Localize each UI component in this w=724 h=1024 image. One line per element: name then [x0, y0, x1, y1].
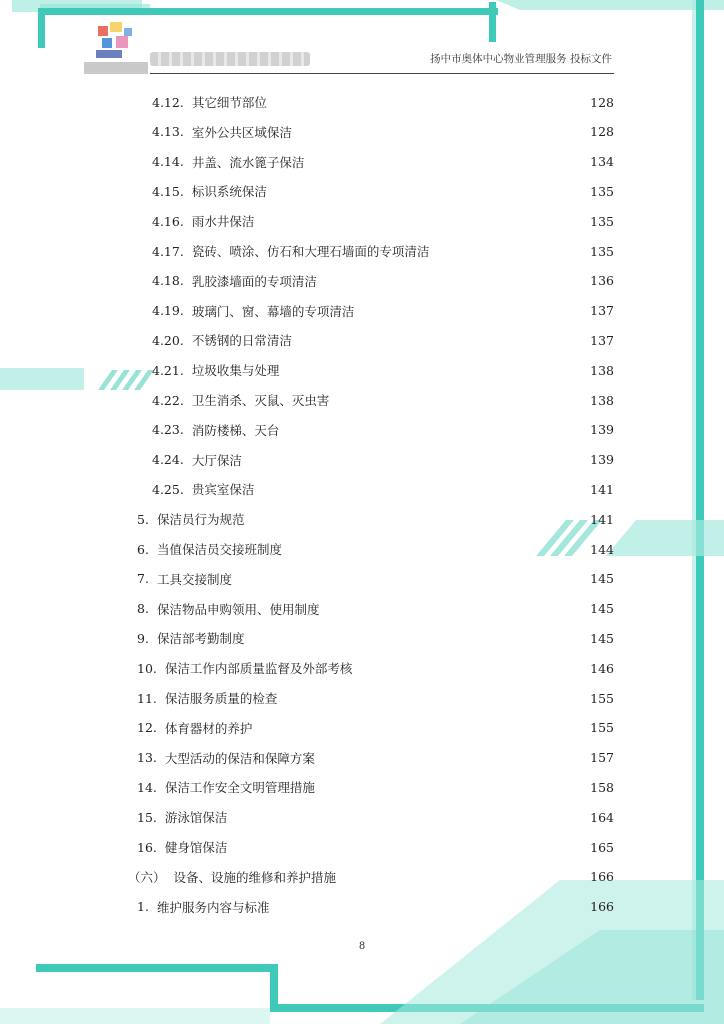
toc-entry-title: 瓷砖、喷涂、仿石和大理石墙面的专项清洁: [191, 244, 430, 259]
toc-entry-page: 139: [590, 422, 614, 438]
toc-leader-dots: [269, 186, 588, 196]
toc-leader-dots: [229, 842, 588, 852]
toc-entry-number: 13.: [137, 750, 157, 766]
toc-entry-page: 136: [590, 273, 614, 289]
toc-entry-title: 设备、设施的维修和养护措施: [173, 869, 337, 885]
toc-entry-title: 标识系统保洁: [191, 184, 267, 200]
toc-entry-page: 157: [590, 750, 614, 766]
toc-leader-dots: [284, 544, 588, 554]
toc-entry-title: 保洁服务质量的检查: [164, 691, 278, 706]
toc-entry[interactable]: [152, 478, 614, 500]
toc-leader-dots: [246, 514, 588, 524]
toc-entry[interactable]: [137, 717, 614, 739]
toc-entry[interactable]: [137, 568, 614, 590]
toc-entry-title: 保洁员行为规范: [156, 512, 245, 528]
toc-entry[interactable]: [137, 747, 614, 769]
toc-entry-number: 4.18.: [152, 273, 184, 289]
toc-entry-page: 128: [590, 124, 614, 140]
toc-leader-dots: [254, 723, 588, 733]
toc-entry-number: 15.: [137, 809, 157, 825]
company-name-blurred: [150, 52, 310, 66]
toc-entry-page: 141: [590, 481, 614, 497]
toc-entry-number: 4.15.: [152, 183, 184, 199]
toc-entry-number: 4.14.: [152, 154, 184, 170]
toc-leader-dots: [246, 633, 588, 643]
toc-entry[interactable]: [152, 240, 614, 262]
toc-leader-dots: [319, 276, 588, 286]
toc-entry[interactable]: [152, 300, 614, 322]
toc-entry-page: 146: [590, 660, 614, 676]
toc-entry-title: 消防楼梯、天台: [191, 422, 280, 438]
toc-entry-title: 当值保洁员交接班制度: [156, 542, 282, 557]
toc-entry-page: 128: [590, 94, 614, 110]
toc-leader-dots: [317, 753, 588, 763]
toc-entry-page: 158: [590, 779, 614, 795]
toc-entry-page: 138: [590, 392, 614, 408]
toc-entry-number: 6.: [137, 541, 149, 557]
toc-entry[interactable]: [137, 627, 614, 649]
toc-entry[interactable]: [152, 329, 614, 351]
toc-entry-number: 11.: [137, 690, 157, 706]
toc-leader-dots: [294, 127, 588, 137]
toc-entry-number: 7.: [137, 571, 149, 587]
toc-entry-title: 大厅保洁: [191, 452, 242, 468]
toc-leader-dots: [234, 574, 588, 584]
toc-leader-dots: [331, 395, 588, 405]
toc-entry-number: 4.22.: [152, 392, 184, 408]
toc-leader-dots: [279, 693, 588, 703]
toc-leader-dots: [281, 425, 588, 435]
toc-entry-page: 135: [590, 243, 614, 259]
toc-entry-title: 体育器材的养护: [164, 720, 253, 736]
toc-leader-dots: [306, 157, 588, 167]
toc-entry[interactable]: [152, 151, 614, 173]
toc-entry-title: 保洁工作内部质量监督及外部考核: [164, 661, 353, 677]
toc-entry-title: 保洁部考勤制度: [156, 631, 245, 647]
toc-entry-title: 大型活动的保洁和保障方案: [164, 750, 315, 766]
toc-entry-title: 游泳馆保洁: [164, 810, 228, 826]
toc-entry-title: 健身馆保洁: [164, 840, 228, 855]
toc-leader-dots: [356, 306, 588, 316]
toc-entry-title: 其它细节部位: [191, 95, 267, 110]
toc-entry-page: 141: [590, 511, 614, 527]
toc-entry-number: 1.: [137, 899, 149, 915]
toc-entry-title: 垃圾收集与处理: [191, 363, 280, 379]
toc-entry[interactable]: [137, 896, 614, 918]
toc-leader-dots: [229, 812, 588, 822]
toc-entry[interactable]: [152, 210, 614, 232]
toc-entry-page: 139: [590, 452, 614, 468]
toc-entry-title: 维护服务内容与标准: [156, 899, 270, 915]
toc-leader-dots: [431, 246, 588, 256]
toc-entry-page: 166: [590, 869, 614, 885]
toc-entry-page: 137: [590, 303, 614, 319]
toc-entry[interactable]: [152, 270, 614, 292]
toc-entry[interactable]: [137, 508, 614, 530]
toc-entry-title: 保洁工作安全文明管理措施: [164, 780, 315, 796]
toc-entry-page: 164: [590, 809, 614, 825]
toc-entry[interactable]: [137, 836, 614, 858]
header-rule: [150, 73, 614, 74]
toc-entry-number: 8.: [137, 601, 149, 617]
toc-entry[interactable]: [152, 419, 614, 441]
toc-leader-dots: [317, 782, 588, 792]
toc-entry-page: 155: [590, 690, 614, 706]
toc-entry-number: 4.12.: [152, 94, 184, 110]
toc-entry-page: 145: [590, 571, 614, 587]
toc-leader-dots: [321, 604, 588, 614]
toc-entry[interactable]: [152, 121, 614, 143]
toc-entry-number: 4.16.: [152, 213, 184, 229]
toc-entry-number: 10.: [137, 660, 157, 676]
toc-leader-dots: [271, 902, 588, 912]
toc-entry-title: 不锈钢的日常清洁: [191, 333, 292, 349]
toc-entry-page: 145: [590, 601, 614, 617]
toc-entry-page: 155: [590, 720, 614, 736]
toc-entry-number: 4.23.: [152, 422, 184, 438]
toc-entry-page: 165: [590, 839, 614, 855]
toc-entry-number: 4.20.: [152, 332, 184, 348]
toc-entry-title: 室外公共区域保洁: [191, 124, 292, 140]
toc-entry-title: 卫生消杀、灭鼠、灭虫害: [191, 393, 330, 408]
company-logo: [84, 14, 148, 76]
toc-entry[interactable]: [137, 657, 614, 679]
toc-entry-title: 乳胶漆墙面的专项清洁: [191, 273, 317, 289]
toc-entry-page: 138: [590, 362, 614, 378]
toc-entry-number: 4.24.: [152, 452, 184, 468]
toc-leader-dots: [281, 365, 588, 375]
toc-leader-dots: [294, 335, 588, 345]
toc-entry-page: 145: [590, 630, 614, 646]
toc-leader-dots: [244, 455, 588, 465]
toc-entry-page: 137: [590, 332, 614, 348]
toc-entry[interactable]: [152, 91, 614, 113]
toc-entry-page: 135: [590, 213, 614, 229]
toc-entry-title: 保洁物品申购领用、使用制度: [156, 601, 320, 617]
toc-entry-page: 166: [590, 899, 614, 915]
toc-leader-dots: [354, 663, 588, 673]
header-title: 扬中市奥体中心物业管理服务 投标文件: [430, 53, 612, 65]
toc-entry-number: 4.13.: [152, 124, 184, 140]
toc-leader-dots: [269, 97, 588, 107]
toc-entry-title: 玻璃门、窗、幕墙的专项清洁: [191, 303, 355, 319]
toc-entry-number: 9.: [137, 630, 149, 646]
toc-entry-number: 4.21.: [152, 362, 184, 378]
toc-leader-dots: [256, 216, 588, 226]
toc-entry-number: 16.: [137, 839, 157, 855]
toc-entry[interactable]: [137, 776, 614, 798]
toc-entry-number: 4.19.: [152, 303, 184, 319]
toc-entry-number: 5.: [137, 511, 149, 527]
toc-entry[interactable]: [137, 687, 614, 709]
toc-entry[interactable]: [137, 806, 614, 828]
toc-entry[interactable]: [152, 449, 614, 471]
toc-entry-title: 井盖、流水篦子保洁: [191, 154, 305, 170]
toc-entry-title: 工具交接制度: [156, 571, 232, 587]
toc-entry-number: 4.17.: [152, 243, 184, 259]
toc-entry-number: 4.25.: [152, 481, 184, 497]
toc-leader-dots: [338, 872, 588, 882]
toc-entry-number: 12.: [137, 720, 157, 736]
toc-entry-title: 雨水井保洁: [191, 214, 255, 230]
toc-entry[interactable]: [152, 359, 614, 381]
toc-entry-title: 贵宾室保洁: [191, 482, 255, 498]
toc-entry[interactable]: [152, 389, 614, 411]
toc-entry-page: 135: [590, 183, 614, 199]
toc-entry[interactable]: [128, 866, 614, 888]
toc-entry-number: 14.: [137, 779, 157, 795]
toc-leader-dots: [256, 484, 588, 494]
toc-entry-page: 134: [590, 154, 614, 170]
toc-entry[interactable]: [137, 538, 614, 560]
toc-entry-page: 144: [590, 541, 614, 557]
page-number: 8: [358, 941, 366, 952]
toc-entry[interactable]: [137, 598, 614, 620]
toc-entry-number: （六）: [128, 869, 166, 885]
toc-entry[interactable]: [152, 180, 614, 202]
